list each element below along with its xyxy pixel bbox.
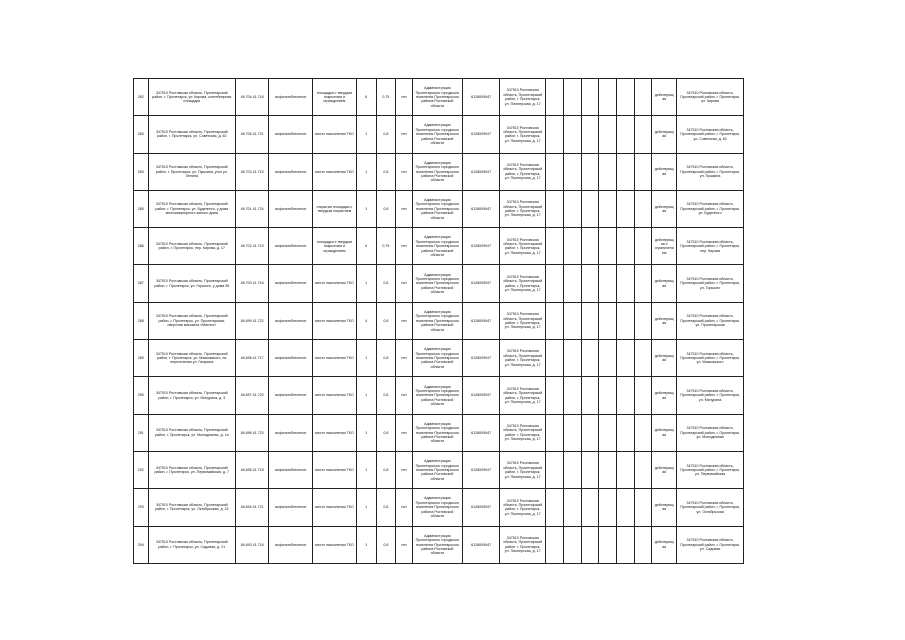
- cell-empty: [563, 265, 581, 302]
- cell-empty: [563, 79, 581, 116]
- cell-empty: [581, 489, 599, 526]
- cell-owner: Администрация Пролетарского городского поселения Пролетарского района Ростовской области: [412, 265, 462, 302]
- cell-cover: нет: [396, 116, 413, 153]
- cell-inn: 6128009947: [462, 79, 499, 116]
- cell-number: 290: [134, 377, 149, 414]
- cell-status: действующая: [652, 153, 677, 190]
- cell-empty: [616, 153, 634, 190]
- cell-owner-address: 347510 Ростовская область, Пролетарский район, г. Пролетарск, ул. Пионерская, д. 17: [500, 228, 546, 265]
- cell-empty: [599, 190, 617, 227]
- cell-status: действующая: [652, 414, 677, 451]
- cell-empty: [634, 116, 652, 153]
- cell-empty: [546, 116, 564, 153]
- cell-site-kind: место накопления ТКО: [313, 153, 357, 190]
- cell-site-kind: место накопления ТКО: [313, 116, 357, 153]
- cell-surface: асфальтобетонное: [269, 265, 313, 302]
- cell-status: действующая: [652, 79, 677, 116]
- cell-inn: 6128009947: [462, 414, 499, 451]
- cell-empty: [634, 190, 652, 227]
- cell-status: действующая: [652, 526, 677, 563]
- cell-cover: нет: [396, 414, 413, 451]
- cell-empty: [616, 489, 634, 526]
- cell-empty: [616, 340, 634, 377]
- table-row: [134, 302, 744, 339]
- cell-site-kind: место накопления ТКО: [313, 302, 357, 339]
- cell-number: 287: [134, 265, 149, 302]
- cell-address: 347510 Ростовская область, Пролетарский район, г. Пролетарск, ул. Буденного, у дома многоквартирного жилого дома: [148, 190, 235, 227]
- cell-empty: [599, 153, 617, 190]
- cell-served-area: 347510 Ростовская область, Пролетарский район, г. Пролетарск, ул. Первомайская: [677, 451, 744, 488]
- cell-cover: нет: [396, 265, 413, 302]
- cell-coordinates: 46.699 41.722: [236, 302, 269, 339]
- cell-coordinates: 46.702 41.719: [236, 228, 269, 265]
- cell-empty: [563, 190, 581, 227]
- cell-empty: [546, 340, 564, 377]
- cell-empty: [599, 265, 617, 302]
- cell-container-volume: 0,8: [376, 153, 396, 190]
- cell-number: 292: [134, 451, 149, 488]
- cell-empty: [563, 489, 581, 526]
- cell-served-area: 347510 Ростовская область, Пролетарский район, г. Пролетарск, ул. Советская, д. 62: [677, 116, 744, 153]
- cell-container-count: 1: [356, 489, 376, 526]
- cell-container-volume: 0,8: [376, 190, 396, 227]
- cell-empty: [616, 116, 634, 153]
- cell-container-count: 4: [356, 302, 376, 339]
- cell-inn: 6128009947: [462, 489, 499, 526]
- cell-served-area: 347510 Ростовская область, Пролетарский район, г. Пролетарск, ул. Горького: [677, 265, 744, 302]
- cell-empty: [581, 340, 599, 377]
- cell-owner-address: 347510 Ростовская область, Пролетарский район, г. Пролетарск, ул. Пионерская, д. 17: [500, 116, 546, 153]
- cell-status: действующая: [652, 340, 677, 377]
- cell-served-area: 347510 Ростовская область, Пролетарский район, г. Пролетарск, ул. Буденного: [677, 190, 744, 227]
- cell-status: действующая: [652, 451, 677, 488]
- cell-container-count: 6: [356, 79, 376, 116]
- cell-empty: [546, 414, 564, 451]
- table-row: [134, 526, 744, 563]
- cell-empty: [563, 153, 581, 190]
- cell-empty: [546, 377, 564, 414]
- cell-owner: Администрация Пролетарского городского поселения Пролетарского района Ростовской области: [412, 116, 462, 153]
- cell-number: 283: [134, 116, 149, 153]
- cell-empty: [634, 265, 652, 302]
- cell-empty: [581, 451, 599, 488]
- cell-container-count: 1: [356, 116, 376, 153]
- cell-empty: [616, 265, 634, 302]
- cell-owner: Администрация Пролетарского городского поселения Пролетарского района Ростовской области: [412, 526, 462, 563]
- cell-cover: нет: [396, 79, 413, 116]
- cell-site-kind: место накопления ТКО: [313, 451, 357, 488]
- cell-cover: нет: [396, 190, 413, 227]
- table-row: [134, 116, 744, 153]
- cell-surface: асфальтобетонное: [269, 526, 313, 563]
- cell-inn: 6128009947: [462, 116, 499, 153]
- cell-empty: [546, 302, 564, 339]
- cell-inn: 6128009947: [462, 526, 499, 563]
- cell-container-count: 1: [356, 190, 376, 227]
- cell-empty: [546, 190, 564, 227]
- cell-surface: асфальтобетонное: [269, 414, 313, 451]
- cell-empty: [634, 489, 652, 526]
- cell-owner-address: 347510 Ростовская область, Пролетарский район, г. Пролетарск, ул. Пионерская, д. 17: [500, 526, 546, 563]
- cell-served-area: 347510 Ростовская область, Пролетарский район, г. Пролетарск, ул. Пролетарская: [677, 302, 744, 339]
- cell-empty: [599, 489, 617, 526]
- cell-container-volume: 0,8: [376, 451, 396, 488]
- cell-coordinates: 46.697 41.720: [236, 377, 269, 414]
- cell-empty: [563, 526, 581, 563]
- cell-container-volume: 0,8: [376, 489, 396, 526]
- cell-empty: [563, 116, 581, 153]
- cell-empty: [616, 414, 634, 451]
- cell-inn: 6128009947: [462, 265, 499, 302]
- cell-owner: Администрация Пролетарского городского поселения Пролетарского района Ростовской области: [412, 190, 462, 227]
- cell-served-area: 347510 Ростовская область, Пролетарский район, г. Пролетарск, ул. Кирова: [677, 79, 744, 116]
- cell-container-volume: 0,8: [376, 526, 396, 563]
- cell-owner: Администрация Пролетарского городского поселения Пролетарского района Ростовской области: [412, 489, 462, 526]
- cell-inn: 6128009947: [462, 451, 499, 488]
- cell-empty: [634, 414, 652, 451]
- cell-address: 347510 Ростовская область, Пролетарский район, г. Пролетарск, ул. Октябрьская, д. 15: [148, 489, 235, 526]
- cell-empty: [563, 414, 581, 451]
- cell-inn: 6128009947: [462, 228, 499, 265]
- cell-served-area: 347510 Ростовская область, Пролетарский район, г. Пролетарск, ул. Садовая: [677, 526, 744, 563]
- table-row: [134, 79, 744, 116]
- cell-empty: [634, 340, 652, 377]
- cell-empty: [563, 451, 581, 488]
- cell-container-volume: 0,8: [376, 265, 396, 302]
- cell-surface: асфальтобетонное: [269, 79, 313, 116]
- cell-cover: нет: [396, 526, 413, 563]
- table-row: [134, 414, 744, 451]
- cell-address: 347510 Ростовская область, Пролетарский район, г. Пролетарск, ул. Кирова, контейнерная площадка: [148, 79, 235, 116]
- cell-coordinates: 46.704 41.718: [236, 79, 269, 116]
- cell-inn: 6128009947: [462, 153, 499, 190]
- cell-cover: нет: [396, 228, 413, 265]
- cell-site-kind: место накопления ТКО: [313, 414, 357, 451]
- cell-inn: 6128009947: [462, 377, 499, 414]
- cell-served-area: 347510 Ростовская область, Пролетарский район, г. Пролетарск, пер. Кирова: [677, 228, 744, 265]
- cell-address: 347510 Ростовская область, Пролетарский район, г. Пролетарск, ул. Первомайская, д. 7: [148, 451, 235, 488]
- cell-owner: Администрация Пролетарского городского поселения Пролетарского района Ростовской области: [412, 79, 462, 116]
- cell-address: 347510 Ростовская область, Пролетарский район, г. Пролетарск, ул. Горького, у дома 98: [148, 265, 235, 302]
- cell-number: 291: [134, 414, 149, 451]
- cell-container-volume: 0,8: [376, 302, 396, 339]
- cell-empty: [634, 526, 652, 563]
- cell-status: действующая: [652, 116, 677, 153]
- table-row: [134, 340, 744, 377]
- cell-surface: асфальтобетонное: [269, 489, 313, 526]
- cell-empty: [563, 377, 581, 414]
- cell-address: 347510 Ростовская область, Пролетарский район, г. Пролетарск, ул. Пушкина, угол ул. Ленина: [148, 153, 235, 190]
- cell-empty: [546, 451, 564, 488]
- cell-container-count: 1: [356, 153, 376, 190]
- cell-owner-address: 347510 Ростовская область, Пролетарский район, г. Пролетарск, ул. Пионерская, д. 17: [500, 265, 546, 302]
- cell-container-count: 1: [356, 340, 376, 377]
- cell-container-count: 1: [356, 414, 376, 451]
- cell-cover: нет: [396, 302, 413, 339]
- cell-empty: [599, 377, 617, 414]
- cell-empty: [546, 489, 564, 526]
- cell-site-kind: открытая площадка с твердым покрытием: [313, 190, 357, 227]
- cell-number: 289: [134, 340, 149, 377]
- cell-status: действующая: [652, 377, 677, 414]
- cell-owner: Администрация Пролетарского городского поселения Пролетарского района Ростовской области: [412, 228, 462, 265]
- cell-empty: [581, 377, 599, 414]
- cell-owner: Администрация Пролетарского городского поселения Пролетарского района Ростовской области: [412, 340, 462, 377]
- cell-surface: асфальтобетонное: [269, 302, 313, 339]
- cell-number: 288: [134, 302, 149, 339]
- cell-empty: [546, 265, 564, 302]
- cell-cover: нет: [396, 451, 413, 488]
- cell-empty: [546, 79, 564, 116]
- cell-container-count: 1: [356, 451, 376, 488]
- cell-owner-address: 347510 Ростовская область, Пролетарский район, г. Пролетарск, ул. Пионерская, д. 17: [500, 489, 546, 526]
- cell-served-area: 347510 Ростовская область, Пролетарский район, г. Пролетарск, ул. Мичурина: [677, 377, 744, 414]
- cell-inn: 6128009947: [462, 302, 499, 339]
- cell-empty: [581, 265, 599, 302]
- cell-empty: [546, 228, 564, 265]
- cell-site-kind: место накопления ТКО: [313, 377, 357, 414]
- cell-address: 347510 Ростовская область, Пролетарский район, г. Пролетарск, ул. Пролетарская, напротив магазина «Магнит»: [148, 302, 235, 339]
- waste-sites-table: [133, 78, 744, 564]
- cell-empty: [599, 302, 617, 339]
- cell-site-kind: место накопления ТКО: [313, 489, 357, 526]
- cell-coordinates: 46.696 41.723: [236, 414, 269, 451]
- cell-empty: [546, 526, 564, 563]
- table-row: [134, 489, 744, 526]
- cell-container-count: 1: [356, 526, 376, 563]
- table-row: [134, 451, 744, 488]
- table-body: [134, 79, 744, 564]
- cell-owner: Администрация Пролетарского городского поселения Пролетарского района Ростовской области: [412, 414, 462, 451]
- table-row: [134, 153, 744, 190]
- cell-coordinates: 46.693 41.716: [236, 526, 269, 563]
- cell-number: 294: [134, 526, 149, 563]
- cell-empty: [563, 302, 581, 339]
- cell-coordinates: 46.695 41.718: [236, 451, 269, 488]
- cell-container-count: 1: [356, 377, 376, 414]
- cell-empty: [581, 302, 599, 339]
- cell-site-kind: площадка с твердым покрытием и ограждением: [313, 228, 357, 265]
- cell-empty: [616, 526, 634, 563]
- cell-empty: [599, 414, 617, 451]
- cell-inn: 6128009947: [462, 190, 499, 227]
- cell-address: 347510 Ростовская область, Пролетарский район, г. Пролетарск, ул. Советская, д. 62: [148, 116, 235, 153]
- cell-empty: [616, 451, 634, 488]
- cell-coordinates: 46.694 41.721: [236, 489, 269, 526]
- cell-cover: нет: [396, 153, 413, 190]
- cell-cover: нет: [396, 377, 413, 414]
- cell-served-area: 347510 Ростовская область, Пролетарский район, г. Пролетарск, ул. Пушкина: [677, 153, 744, 190]
- cell-owner-address: 347510 Ростовская область, Пролетарский район, г. Пролетарск, ул. Пионерская, д. 17: [500, 451, 546, 488]
- cell-empty: [599, 526, 617, 563]
- cell-container-volume: 0,8: [376, 414, 396, 451]
- cell-empty: [616, 190, 634, 227]
- cell-surface: асфальтобетонное: [269, 153, 313, 190]
- cell-coordinates: 46.700 41.716: [236, 265, 269, 302]
- cell-surface: асфальтобетонное: [269, 451, 313, 488]
- cell-empty: [599, 451, 617, 488]
- cell-empty: [634, 153, 652, 190]
- cell-number: 282: [134, 79, 149, 116]
- cell-empty: [581, 79, 599, 116]
- cell-coordinates: 46.705 41.721: [236, 116, 269, 153]
- cell-number: 286: [134, 228, 149, 265]
- cell-status: действующая: [652, 489, 677, 526]
- cell-owner: Администрация Пролетарского городского поселения Пролетарского района Ростовской области: [412, 451, 462, 488]
- cell-surface: асфальтобетонное: [269, 116, 313, 153]
- cell-coordinates: 46.701 41.724: [236, 190, 269, 227]
- cell-status: действующая: [652, 190, 677, 227]
- cell-empty: [581, 526, 599, 563]
- cell-empty: [546, 153, 564, 190]
- cell-empty: [563, 228, 581, 265]
- cell-container-volume: 0,8: [376, 116, 396, 153]
- cell-empty: [634, 302, 652, 339]
- cell-inn: 6128009947: [462, 340, 499, 377]
- cell-empty: [563, 340, 581, 377]
- table-row: [134, 190, 744, 227]
- cell-served-area: 347510 Ростовская область, Пролетарский район, г. Пролетарск, ул. Октябрьская: [677, 489, 744, 526]
- cell-empty: [634, 228, 652, 265]
- cell-served-area: 347510 Ростовская область, Пролетарский район, г. Пролетарск, ул. Молодежная: [677, 414, 744, 451]
- table-row: [134, 377, 744, 414]
- cell-cover: нет: [396, 489, 413, 526]
- cell-status: действующая с ограничением: [652, 228, 677, 265]
- cell-owner: Администрация Пролетарского городского поселения Пролетарского района Ростовской области: [412, 153, 462, 190]
- cell-coordinates: 46.703 41.715: [236, 153, 269, 190]
- cell-address: 347510 Ростовская область, Пролетарский район, г. Пролетарск, ул. Мичурина, д. 3: [148, 377, 235, 414]
- cell-surface: асфальтобетонное: [269, 340, 313, 377]
- table-row: [134, 265, 744, 302]
- cell-empty: [581, 228, 599, 265]
- cell-owner-address: 347510 Ростовская область, Пролетарский район, г. Пролетарск, ул. Пионерская, д. 17: [500, 302, 546, 339]
- cell-owner-address: 347510 Ростовская область, Пролетарский район, г. Пролетарск, ул. Пионерская, д. 17: [500, 340, 546, 377]
- cell-owner-address: 347510 Ростовская область, Пролетарский район, г. Пролетарск, ул. Пионерская, д. 17: [500, 414, 546, 451]
- cell-empty: [616, 79, 634, 116]
- table-row: [134, 228, 744, 265]
- cell-container-volume: 0,75: [376, 228, 396, 265]
- cell-site-kind: место накопления ТКО: [313, 526, 357, 563]
- cell-owner-address: 347510 Ростовская область, Пролетарский район, г. Пролетарск, ул. Пионерская, д. 17: [500, 79, 546, 116]
- cell-site-kind: место накопления ТКО: [313, 340, 357, 377]
- cell-owner: Администрация Пролетарского городского поселения Пролетарского района Ростовской области: [412, 377, 462, 414]
- cell-empty: [599, 116, 617, 153]
- cell-number: 284: [134, 153, 149, 190]
- cell-address: 347510 Ростовская область, Пролетарский район, г. Пролетарск, ул. Садовая, д. 21: [148, 526, 235, 563]
- cell-empty: [581, 116, 599, 153]
- cell-address: 347510 Ростовская область, Пролетарский район, г. Пролетарск, ул. Молодежная, д. 1а: [148, 414, 235, 451]
- cell-empty: [599, 228, 617, 265]
- cell-surface: асфальтобетонное: [269, 228, 313, 265]
- cell-number: 285: [134, 190, 149, 227]
- cell-empty: [634, 79, 652, 116]
- cell-owner-address: 347510 Ростовская область, Пролетарский район, г. Пролетарск, ул. Пионерская, д. 17: [500, 153, 546, 190]
- cell-cover: нет: [396, 340, 413, 377]
- cell-number: 293: [134, 489, 149, 526]
- cell-served-area: 347510 Ростовская область, Пролетарский район, г. Пролетарск, ул. Маяковского: [677, 340, 744, 377]
- cell-address: 347510 Ростовская область, Пролетарский район, г. Пролетарск, ул. Маяковского, на пересечении ул. Гагарина: [148, 340, 235, 377]
- cell-surface: асфальтобетонное: [269, 377, 313, 414]
- cell-address: 347510 Ростовская область, Пролетарский район, г. Пролетарск, пер. Кирова, д. 17: [148, 228, 235, 265]
- cell-site-kind: площадка с твердым покрытием и ограждением: [313, 79, 357, 116]
- cell-owner-address: 347510 Ростовская область, Пролетарский район, г. Пролетарск, ул. Пионерская, д. 17: [500, 377, 546, 414]
- cell-empty: [634, 377, 652, 414]
- cell-empty: [616, 302, 634, 339]
- cell-container-count: 1: [356, 265, 376, 302]
- cell-owner-address: 347510 Ростовская область, Пролетарский район, г. Пролетарск, ул. Пионерская, д. 17: [500, 190, 546, 227]
- cell-status: действующая: [652, 302, 677, 339]
- cell-status: действующая: [652, 265, 677, 302]
- cell-container-volume: 0,75: [376, 79, 396, 116]
- cell-site-kind: место накопления ТКО: [313, 265, 357, 302]
- cell-container-count: 6: [356, 228, 376, 265]
- cell-empty: [581, 190, 599, 227]
- cell-empty: [581, 153, 599, 190]
- cell-surface: асфальтобетонное: [269, 190, 313, 227]
- cell-coordinates: 46.698 41.717: [236, 340, 269, 377]
- cell-empty: [599, 340, 617, 377]
- cell-empty: [634, 451, 652, 488]
- cell-owner: Администрация Пролетарского городского поселения Пролетарского района Ростовской области: [412, 302, 462, 339]
- cell-empty: [616, 228, 634, 265]
- cell-empty: [599, 79, 617, 116]
- cell-container-volume: 0,8: [376, 340, 396, 377]
- cell-container-volume: 0,8: [376, 377, 396, 414]
- cell-empty: [616, 377, 634, 414]
- cell-empty: [581, 414, 599, 451]
